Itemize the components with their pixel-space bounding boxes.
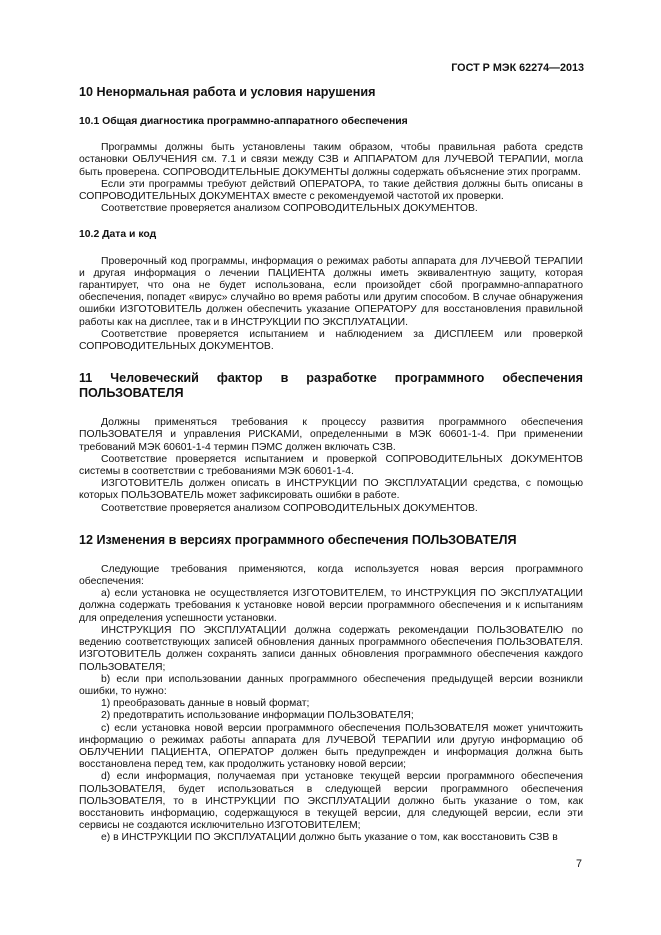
list-item: 1) преобразовать данные в новый формат; (101, 698, 310, 710)
list-item: c) если установка новой версии программного обеспечения ПОЛЬЗОВАТЕЛЯ может уничтожить информацию о режимах работы аппарата для ЛУЧЕВОЙ ТЕРАПИИ или другую информацию об ОБЛУЧЕНИИ ПАЦИЕНТА, ОПЕРАТОР должен быть предупрежден и информация должна быть восстановлена перед тем, как продолжить установку новой версии; (79, 722, 583, 771)
page-content (79, 85, 583, 845)
paragraph: Проверочный код программы, информация о режимах работы аппарата для ЛУЧЕВОЙ ТЕРАПИИ и другая информация о лечении ПАЦИЕНТА должны иметь эквивалентную защиту, которая гарантирует, что она не будет использована, если произойдет сбой программно-аппаратного обеспечения, попадет «вирус» случайно во время работы или другим способом. В случае обнаружения ошибки ИЗГОТОВИТЕЛЬ должен обеспечить указание ОПЕРАТОРУ для восстановления правильной работы как на дисплее, так и в ИНСТРУКЦИИ ПО ЭКСПЛУАТАЦИИ. (79, 255, 583, 328)
paragraph: Соответствие проверяется испытанием и наблюдением за ДИСПЛЕЕМ или проверкой СОПРОВОДИТЕЛЬНЫХ ДОКУМЕНТОВ. (79, 328, 583, 353)
list-item: 2) предотвратить использование информации ПОЛЬЗОВАТЕЛЯ; (101, 710, 414, 722)
paragraph: ИЗГОТОВИТЕЛЬ должен описать в ИНСТРУКЦИИ ПО ЭКСПЛУАТАЦИИ средства, с помощью которых ПОЛЬЗОВАТЕЛЬ может зафиксировать ошибки в работе. (79, 478, 583, 502)
section-11-body (79, 417, 583, 515)
paragraph: Соответствие проверяется испытанием и проверкой СОПРОВОДИТЕЛЬНЫХ ДОКУМЕНТОВ системы в соответствии с требованиями МЭК 60601-1-4. (79, 453, 583, 478)
paragraph: Соответствие проверяется анализом СОПРОВОДИТЕЛЬНЫХ ДОКУМЕНТОВ. (101, 502, 478, 514)
subsection-10-1-body (79, 142, 583, 215)
list-item: а) если установка не осуществляется ИЗГОТОВИТЕЛЕМ, то ИНСТРУКЦИЯ ПО ЭКСПЛУАТАЦИИ должна содержать требования к установке новой версии программного обеспечения и к испытаниям для определения успешности установки. (79, 588, 583, 624)
subsection-10-2-title: 10.2 Дата и код (79, 229, 157, 241)
section-12-body (79, 564, 583, 845)
paragraph: Следующие требования применяются, когда используется новая версия программного обеспечения: (79, 563, 583, 588)
list-item: d) если информация, получаемая при установке текущей версии программного обеспечения ПОЛЬЗОВАТЕЛЯ, будет использоваться в следующей версии программного обеспечения ПОЛЬЗОВАТЕЛЯ, то в ИНСТРУКЦИИ ПО ЭКСПЛУАТАЦИИ должно быть указание о том, как восстановить информацию, содержащуюся в текущей версии, для следующей версии, если эти сервисы не создаются исключительно ИЗГОТОВИТЕЛЕМ; (79, 771, 583, 832)
list-item: е) в ИНСТРУКЦИИ ПО ЭКСПЛУАТАЦИИ должно быть указание о том, как восстановить СЗВ в (101, 832, 558, 844)
paragraph: Программы должны быть установлены таким образом, чтобы правильная работа средств остановки ОБЛУЧЕНИЯ см. 7.1 и связи между СЗВ и АППАРАТОМ для ЛУЧЕВОЙ ТЕРАПИИ, могла быть проверена. СОПРОВОДИТЕЛЬНЫЕ ДОКУМЕНТЫ должны содержать объяснение этих программ. (79, 142, 583, 178)
paragraph: Соответствие проверяется анализом СОПРОВОДИТЕЛЬНЫХ ДОКУМЕНТОВ. (101, 203, 478, 215)
page-number: 7 (575, 858, 582, 870)
paragraph: Должны применяться требования к процессу развития программного обеспечения ПОЛЬЗОВАТЕЛЯ и управления РИСКАМИ, определенными в МЭК 60601-1-4. При применении требований МЭК 60601-1-4 термин ПЭМС должен включать СЗВ. (79, 417, 583, 453)
section-10-title: 10 Ненормальная работа и условия нарушения (79, 85, 376, 99)
subsection-10-2-body (79, 256, 583, 354)
subsection-10-1-title: 10.1 Общая диагностика программно-аппаратного обеспечения (79, 116, 408, 127)
list-item: b) если при использовании данных программного обеспечения предыдущей версии возникли ошибки, то нужно: (79, 673, 583, 697)
paragraph: ИНСТРУКЦИЯ ПО ЭКСПЛУАТАЦИИ должна содержать рекомендации ПОЛЬЗОВАТЕЛЮ по ведению соответствующих записей обновления данных программного обеспечения ПОЛЬЗОВАТЕЛЯ. ИЗГОТОВИТЕЛЬ должен сохранять записи данных обновления программного обеспечения каждого ПОЛЬЗОВАТЕЛЯ; (79, 624, 583, 673)
document-id-header: ГОСТ Р МЭК 62274—2013 (451, 62, 584, 74)
paragraph: Если эти программы требуют действий ОПЕРАТОРА, то такие действия должны быть описаны в СОПРОВОДИТЕЛЬНЫХ ДОКУМЕНТАХ вместе с рекомендуемой частотой их проверки. (79, 178, 583, 203)
section-11-title: 11 Человеческий фактор в разработке программного обеспечения ПОЛЬЗОВАТЕЛЯ (79, 371, 583, 401)
section-12-title: 12 Изменения в версиях программного обеспечения ПОЛЬЗОВАТЕЛЯ (79, 532, 517, 547)
